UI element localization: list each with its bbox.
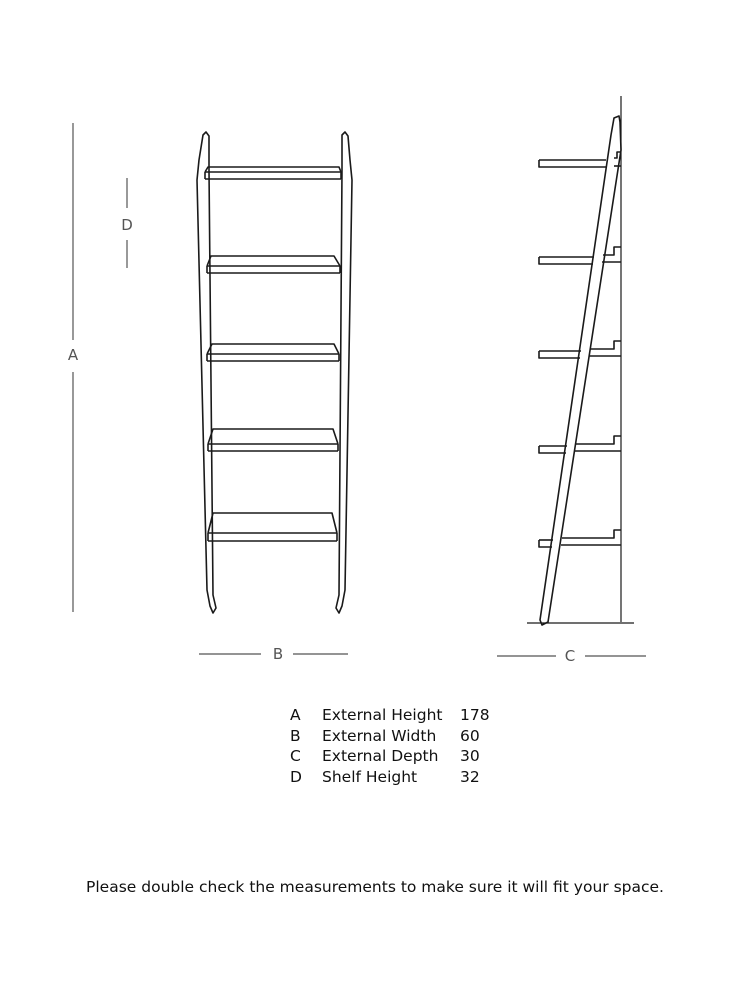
- dimension-c: [497, 647, 646, 665]
- fit-disclaimer-note: Please double check the measurements to make sure it will fit your space.: [86, 878, 664, 896]
- measurement-value: 60: [460, 726, 480, 745]
- dimension-b-label: B: [272, 645, 284, 663]
- measurements-table: [290, 705, 500, 787]
- measurement-letter: D: [290, 767, 302, 786]
- measurement-row-b: [290, 726, 500, 747]
- side-shelf-2: [539, 247, 621, 264]
- front-shelf-3: [207, 344, 339, 361]
- measurement-letter: C: [290, 747, 301, 765]
- dimension-d-label: D: [121, 216, 133, 234]
- dimension-b: [199, 645, 348, 663]
- front-shelf-5: [208, 513, 337, 541]
- front-view-right-upright: [336, 132, 352, 613]
- front-shelf-1: [205, 167, 341, 179]
- measurement-letter: B: [290, 726, 301, 745]
- measurement-row-c: [290, 746, 500, 767]
- side-view-upright: [540, 116, 621, 625]
- measurement-name: External Height: [322, 706, 443, 724]
- measurement-name: External Width: [322, 726, 437, 745]
- front-shelf-2: [207, 256, 340, 273]
- dimension-a: [68, 123, 79, 612]
- dimension-c-label: C: [564, 647, 576, 665]
- measurement-letter: A: [290, 706, 301, 724]
- dimension-d: [121, 178, 133, 268]
- side-shelf-4: [539, 436, 621, 453]
- dimension-a-label: A: [67, 346, 79, 364]
- measurement-name: Shelf Height: [322, 767, 418, 786]
- side-view-shelf: [527, 96, 634, 625]
- front-shelf-4: [208, 429, 338, 451]
- measurement-name: External Depth: [322, 747, 439, 765]
- measurement-value: 30: [460, 747, 480, 765]
- measurement-value: 178: [460, 706, 490, 724]
- measurement-row-d: [290, 767, 500, 788]
- measurement-value: 32: [460, 767, 480, 786]
- front-view-shelf: [197, 132, 352, 613]
- measurement-row-a: [290, 705, 500, 726]
